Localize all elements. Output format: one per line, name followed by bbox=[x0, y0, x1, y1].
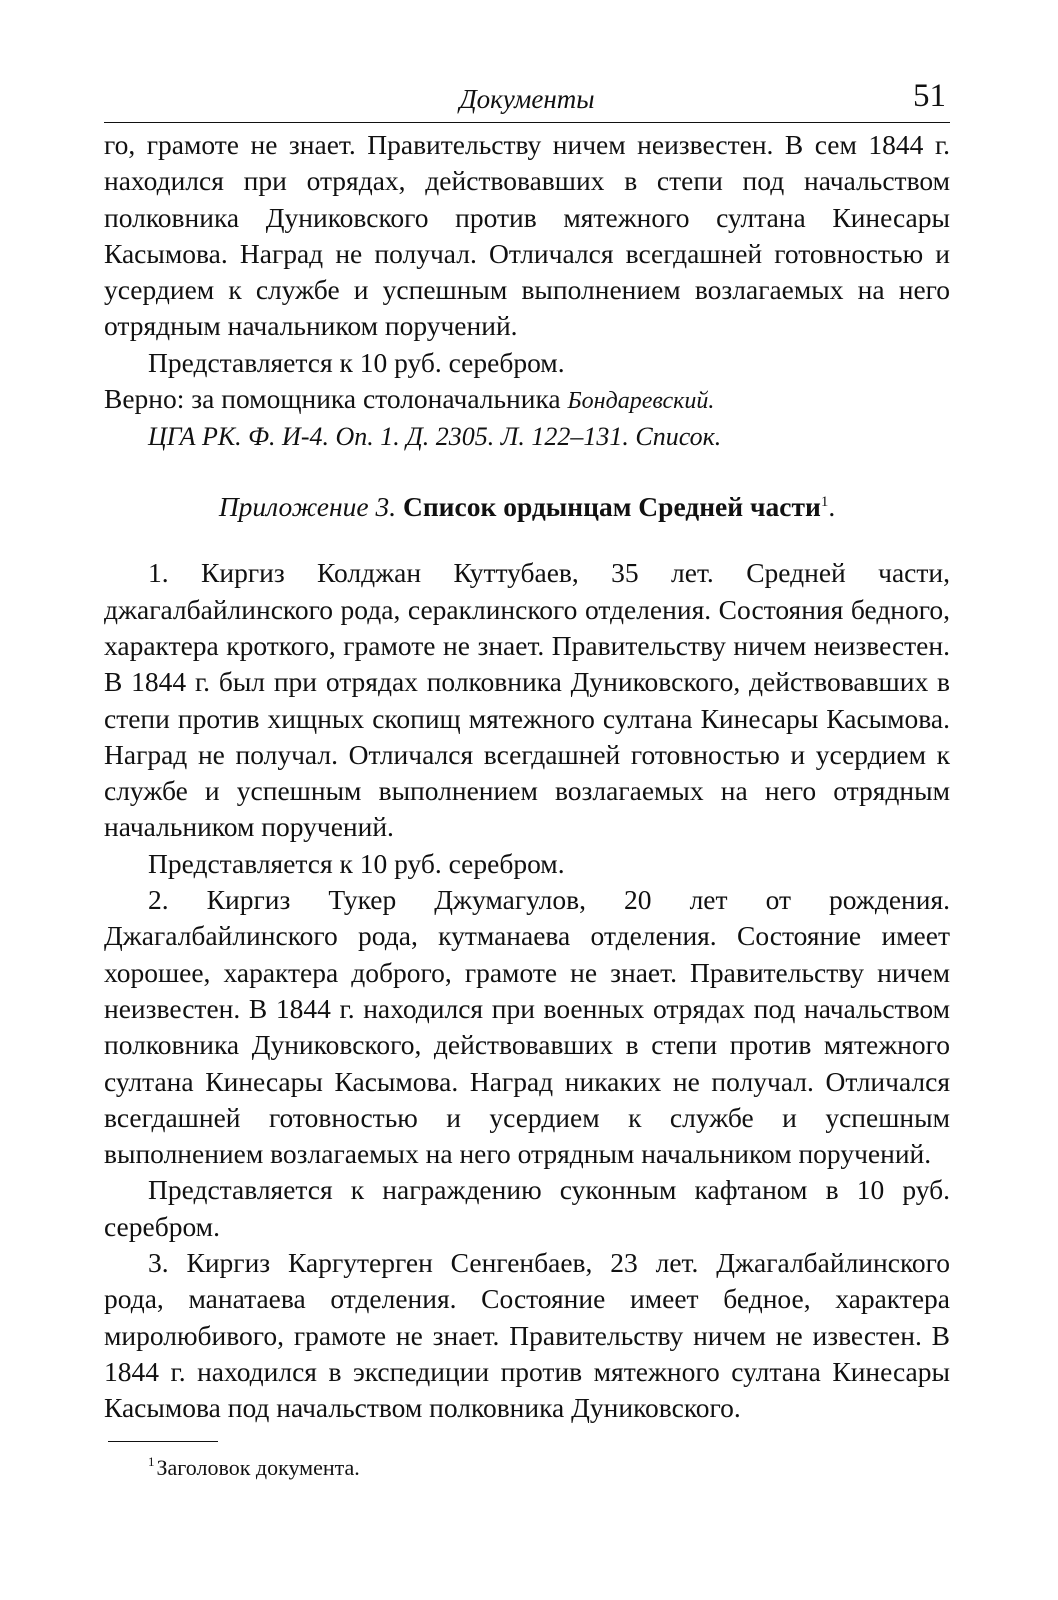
running-title: Документы bbox=[459, 84, 595, 114]
appendix-heading bbox=[104, 489, 950, 525]
footnote-mark: 1 bbox=[148, 1454, 155, 1470]
footnote-rule bbox=[108, 1441, 218, 1442]
paragraph: Представляется к награждению суконным кафтаном в 10 руб. серебром. bbox=[104, 1174, 950, 1242]
footnote bbox=[104, 1454, 950, 1482]
appendix-title-end: . bbox=[828, 491, 836, 523]
paragraph: Представляется к 10 руб. серебром. bbox=[148, 847, 565, 879]
list-entry: 1. Киргиз Колджан Куттубаев, 35 лет. Средней части, джагалбайлинского рода, сераклинского отделения. Состояния бедного, характера кроткого, грамоте не знает. Правительству ничем неизвестен. В 1844 г. был при отрядах полковника Дуниковского, действовавших в степи против хищных скопищ мятежного султана Кинесары Касымова. Наград не получал. Отличался всегдашней готовностью и усердием к службе и успешным выполнением возлагаемых на него отрядным начальником поручений. bbox=[104, 557, 950, 843]
verification-signature: Бондаревский. bbox=[567, 388, 715, 415]
header-rule bbox=[104, 122, 950, 123]
verification-text: Верно: за помощника столоначальника bbox=[104, 383, 568, 415]
paragraph: го, грамоте не знает. Правительству ничем неизвестен. В сем 1844 г. находился при отрядах, действовавших в степи под начальством полковника Дуниковского против мятежного султана Кинесары Касымова. Наград не получал. Отличался всегдашней готовностью и усердием к службе и успешным выполнением возлагаемых на него отрядным начальником поручений. bbox=[104, 129, 950, 342]
appendix-title: Список ордынцам Средней части bbox=[402, 491, 821, 523]
paragraph: Представляется к 10 руб. серебром. bbox=[148, 346, 565, 378]
body-text bbox=[104, 127, 950, 1427]
list-entry: 3. Киргиз Каргутерген Сенгенбаев, 23 лет. Джагалбайлинского рода, манатаева отделения. Состояние имеет бедное, характера миролюбивого, грамоте не знает. Правительству ничем не известен. В 1844 г. находился в экспедиции против мятежного султана Кинесары Касымова под начальством полковника Дуниковского. bbox=[104, 1247, 950, 1424]
running-header bbox=[104, 78, 950, 122]
footnote-reference: 1 bbox=[820, 494, 829, 511]
archive-reference: ЦГА РК. Ф. И-4. Оп. 1. Д. 2305. Л. 122–131. Список. bbox=[148, 422, 722, 452]
document-page bbox=[104, 78, 950, 1482]
verification-line bbox=[104, 381, 950, 419]
page-number: 51 bbox=[913, 78, 946, 114]
list-entry: 2. Киргиз Тукер Джумагулов, 20 лет от рождения. Джагалбайлинского рода, кутманаева отделения. Состояние имеет хорошее, характера доброго, грамоте не знает. Правительству ничем неизвестен. В 1844 г. находился при военных отрядах под начальством полковника Дуниковского, действовавших в степи против мятежного султана Кинесары Касымова. Наград никаких не получал. Отличался всегдашней готовностью и усердием к службе и успешным выполнением возлагаемых на него отрядным начальником поручений. bbox=[104, 884, 950, 1170]
footnote-text: Заголовок документа. bbox=[156, 1454, 360, 1480]
appendix-label: Приложение 3. bbox=[218, 491, 397, 523]
